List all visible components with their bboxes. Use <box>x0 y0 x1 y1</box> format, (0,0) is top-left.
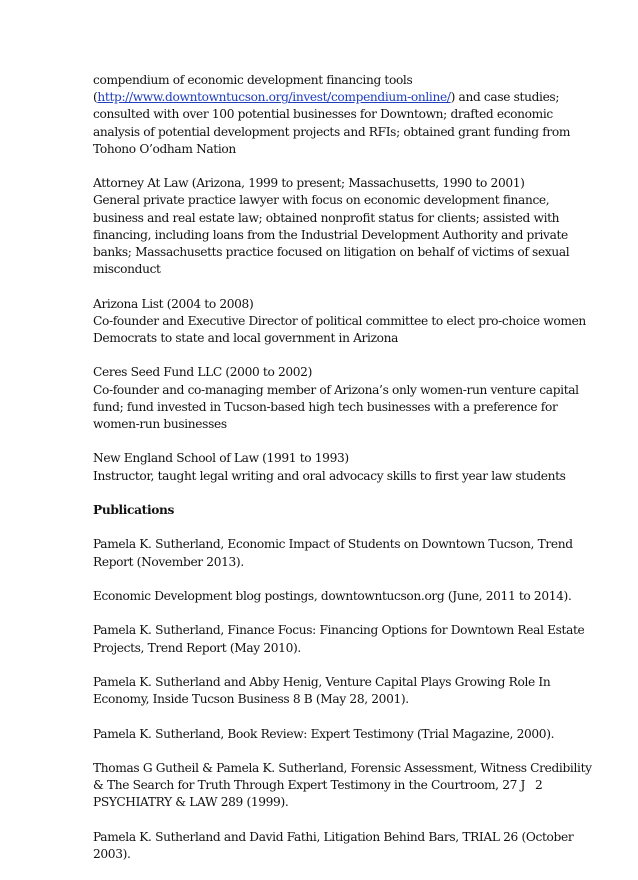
publication-entry <box>93 622 585 656</box>
publication-line: Pamela K. Sutherland and David Fathi, Litigation Behind Bars, TRIAL 26 (October <box>93 829 574 844</box>
publication-line: Report (November 2013). <box>93 554 244 569</box>
intro-line-with-link <box>93 89 563 106</box>
publication-entry <box>93 760 592 812</box>
experience-line: business and real estate law; obtained nonprofit status for clients; assisted with <box>93 210 560 225</box>
experience-line: Co-founder and Executive Director of political committee to elect pro-choice women <box>93 313 586 328</box>
publication-line: Pamela K. Sutherland, Economic Impact of Students on Downtown Tucson, Trend <box>93 537 573 552</box>
paren-close: ) and case studies; <box>450 90 560 105</box>
publication-line: Pamela K. Sutherland, Finance Focus: Financing Options for Downtown Real Estate <box>93 623 585 638</box>
compendium-link[interactable]: http://www.downtowntucson.org/invest/compendium-online/ <box>97 90 451 105</box>
experience-line: Instructor, taught legal writing and oral advocacy skills to first year law students <box>93 468 566 483</box>
experience-line: misconduct <box>93 262 161 277</box>
experience-line: New England School of Law (1991 to 1993) <box>93 451 349 466</box>
page-number: 2 <box>535 778 543 792</box>
publication-line: PSYCHIATRY & LAW 289 (1999). <box>93 795 289 810</box>
publication-entry <box>93 726 563 743</box>
paren-open: ( <box>93 90 98 105</box>
publication-line: Pamela K. Sutherland, Book Review: Expert Testimony (Trial Magazine, 2000). <box>93 726 555 741</box>
intro-line: compendium of economic development financing tools <box>93 73 413 87</box>
experience-section <box>93 175 586 485</box>
publication-line: Economic Development blog postings, downtowntucson.org (June, 2011 to 2014). <box>93 588 572 603</box>
experience-entry <box>93 364 579 433</box>
publications-list <box>93 536 592 863</box>
experience-line: Democrats to state and local government in Arizona <box>93 331 399 346</box>
experience-entry <box>93 296 586 348</box>
publication-entry <box>93 829 574 863</box>
publication-entry <box>93 588 572 605</box>
publications-heading: Publications <box>93 503 175 517</box>
intro-line: consulted with over 100 potential businesses for Downtown; drafted economic <box>93 107 553 122</box>
experience-line: Ceres Seed Fund LLC (2000 to 2002) <box>93 365 312 380</box>
intro-line: Tohono O’odham Nation <box>93 141 236 156</box>
experience-line: banks; Massachusetts practice focused on litigation on behalf of victims of sexual <box>93 245 570 260</box>
experience-line: Co-founder and co-managing member of Arizona’s only women-run venture capital <box>93 382 579 397</box>
publication-line: Economy, Inside Tucson Business 8 B (May 28, 2001). <box>93 692 409 707</box>
experience-line: women-run businesses <box>93 417 227 432</box>
publication-entry <box>93 674 563 708</box>
experience-entry <box>93 175 570 278</box>
publication-line: & The Search for Truth Through Expert Testimony in the Courtroom, 27 J <box>93 778 526 793</box>
intro-paragraph <box>93 72 571 158</box>
experience-line: financing, including loans from the Industrial Development Authority and private <box>93 227 568 242</box>
publication-line: 2003). <box>93 846 131 861</box>
experience-line: Attorney At Law (Arizona, 1999 to present; Massachusetts, 1990 to 2001) <box>93 176 525 191</box>
publication-line: Pamela K. Sutherland and Abby Henig, Venture Capital Plays Growing Role In <box>93 674 551 689</box>
page-content <box>93 72 592 880</box>
publication-line: Thomas G Gutheil & Pamela K. Sutherland, Forensic Assessment, Witness Credibility <box>93 760 592 775</box>
experience-entry <box>93 450 566 484</box>
intro-line: analysis of potential development projects and RFIs; obtained grant funding from <box>93 124 571 139</box>
experience-line: General private practice lawyer with focus on economic development finance, <box>93 193 550 208</box>
publication-entry <box>93 536 573 570</box>
experience-line: fund; fund invested in Tucson-based high tech businesses with a preference for <box>93 399 558 414</box>
publication-line: Projects, Trend Report (May 2010). <box>93 640 301 655</box>
experience-line: Arizona List (2004 to 2008) <box>93 296 254 311</box>
